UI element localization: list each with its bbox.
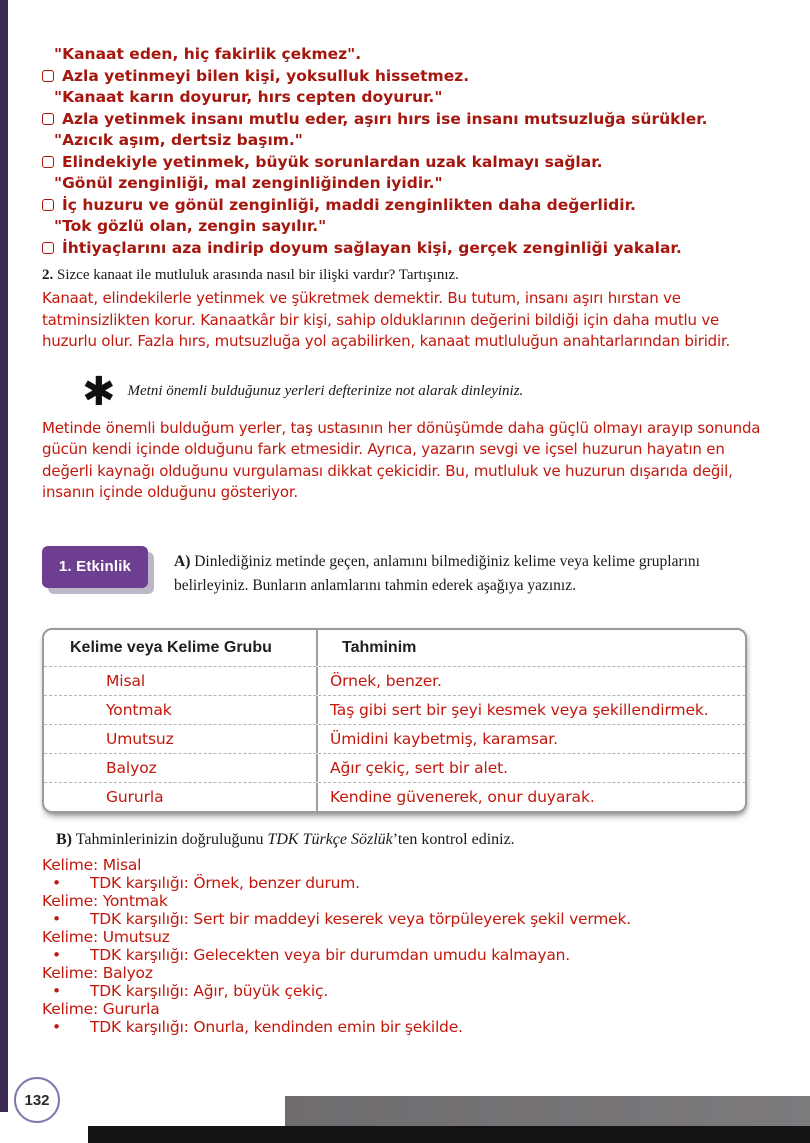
tdk-word-label: Kelime: Misal [42, 855, 142, 874]
word-guess-table [42, 628, 747, 813]
table-row [44, 725, 745, 754]
question-2-answer: Kanaat, elindekilerle yetinmek ve şükretmek demektir. Bu tutum, insanı aşırı hırstan ve tatminsizlikten korur. Kanaatkâr bir kişi, sahip olduklarının değerini bildiği için daha mutlu ve huzurlu olur. Fazla hırs, mutsuzluğa yol açabilirken, kanaat mutluluğun anahtarlarından biridir. [42, 289, 731, 350]
page-number: 132 [24, 1091, 50, 1109]
arrow-bullet-icon [42, 199, 54, 211]
proverbs-section [42, 44, 770, 259]
proverb-meaning [42, 195, 770, 217]
part-b-prefix: Tahminlerinizin doğruluğunu [75, 830, 264, 848]
proverb-quote: "Kanaat karın doyurur, hırs cepten doyurur." [54, 88, 443, 106]
tdk-definition [42, 910, 770, 928]
bullet-icon: • [52, 1017, 61, 1036]
table-cell-word: Balyoz [44, 754, 318, 782]
activity-part-a [174, 550, 770, 598]
tdk-answers-list [42, 856, 770, 1036]
table-cell-guess: Kendine güvenerek, onur duyarak. [330, 787, 595, 806]
arrow-bullet-icon [42, 113, 54, 125]
table-header-row [44, 630, 745, 667]
table-cell-guess: Örnek, benzer. [330, 671, 442, 690]
table-cell-guess: Taş gibi sert bir şeyi kesmek veya şekillendirmek. [330, 700, 709, 719]
page-content [42, 0, 770, 1036]
tdk-definition-text: TDK karşılığı: Gelecekten veya bir durumdan umudu kalmayan. [90, 945, 571, 964]
part-b-suffix: ’ten kontrol ediniz. [392, 830, 515, 848]
asterisk-icon: ✱ [82, 368, 116, 415]
table-cell-word: Misal [44, 667, 318, 695]
bullet-icon: • [52, 945, 61, 964]
table-row [44, 783, 745, 811]
proverb-meaning [42, 152, 770, 174]
tdk-definition [42, 874, 770, 892]
proverb-meaning-text: Azla yetinmek insanı mutlu eder, aşırı hırs ise insanı mutsuzluğa sürükler. [62, 109, 708, 128]
activity-badge [42, 546, 148, 588]
proverb-meaning [42, 109, 770, 131]
proverb-quote: "Azıcık aşım, dertsiz başım." [54, 131, 303, 149]
proverb-meaning-text: İhtiyaçlarını aza indirip doyum sağlayan kişi, gerçek zenginliği yakalar. [62, 238, 682, 257]
question-2-text: Sizce kanaat ile mutluluk arasında nasıl bir ilişki vardır? Tartışınız. [57, 267, 459, 283]
part-a-text: Dinlediğiniz metinde geçen, anlamını bilmediğiniz kelime veya kelime gruplarını belirleyiniz. Bunların anlamlarını tahmin ederek aşağıya yazınız. [174, 552, 700, 594]
table-cell-guess: Ağır çekiç, sert bir alet. [330, 758, 508, 777]
arrow-bullet-icon [42, 156, 54, 168]
arrow-bullet-icon [42, 242, 54, 254]
table-row [44, 667, 745, 696]
tdk-definition [42, 982, 770, 1000]
bullet-icon: • [52, 873, 61, 892]
bottom-gray-band [285, 1096, 810, 1127]
proverb-quote: "Tok gözlü olan, zengin sayılır." [54, 217, 327, 235]
table-cell-word: Yontmak [44, 696, 318, 724]
listening-note [42, 369, 770, 415]
table-header-guess: Tahminim [342, 638, 417, 656]
proverb-meaning-text: İç huzuru ve gönül zenginliği, maddi zenginlikten daha değerlidir. [62, 195, 636, 214]
listening-note-answer: Metinde önemli bulduğum yerler, taş ustasının her dönüşümde daha güçlü olmayı arayıp sonunda gücün kendi içinde olduğunu fark etmesidir. Ayrıca, yazarın sevgi ve içsel huzurun hayatın en değerli kaynağı olduğunu vurgulaması dikkat çekicidir. Bu, mutluluk ve huzurun dışarıda değil, insanın içinde olduğunu gösteriyor. [42, 418, 761, 501]
tdk-definition [42, 1018, 770, 1036]
activity-1-header [42, 546, 770, 598]
table-row [44, 696, 745, 725]
activity-part-b [42, 829, 770, 851]
tdk-definition-text: TDK karşılığı: Örnek, benzer durum. [90, 873, 360, 892]
tdk-word-label: Kelime: Balyoz [42, 963, 153, 982]
part-a-label: A) [174, 552, 191, 570]
table-cell-guess: Ümidini kaybetmiş, karamsar. [330, 729, 558, 748]
tdk-word-label: Kelime: Gururla [42, 999, 160, 1018]
question-2-number: 2. [42, 267, 54, 283]
tdk-definition-text: TDK karşılığı: Sert bir maddeyi keserek veya törpüleyerek şekil vermek. [90, 909, 632, 928]
tdk-word-label: Kelime: Yontmak [42, 891, 168, 910]
left-accent-strip [0, 0, 8, 1112]
question-2 [42, 265, 770, 285]
page-number-badge [14, 1077, 60, 1123]
proverb-meaning [42, 238, 770, 260]
part-b-source: TDK Türkçe Sözlük [267, 830, 393, 848]
table-cell-word: Gururla [44, 783, 318, 811]
tdk-definition [42, 946, 770, 964]
table-row [44, 754, 745, 783]
tdk-word-label: Kelime: Umutsuz [42, 927, 170, 946]
proverb-meaning-text: Azla yetinmeyi bilen kişi, yoksulluk hissetmez. [62, 66, 470, 85]
proverb-quote: "Kanaat eden, hiç fakirlik çekmez". [54, 45, 362, 63]
part-b-label: B) [56, 830, 72, 848]
proverb-meaning-text: Elindekiyle yetinmek, büyük sorunlardan uzak kalmayı sağlar. [62, 152, 603, 171]
arrow-bullet-icon [42, 70, 54, 82]
proverb-quote: "Gönül zenginliği, mal zenginliğinden iyidir." [54, 174, 443, 192]
tdk-definition-text: TDK karşılığı: Ağır, büyük çekiç. [90, 981, 329, 1000]
proverb-meaning [42, 66, 770, 88]
bullet-icon: • [52, 981, 61, 1000]
table-header-word: Kelime veya Kelime Grubu [44, 630, 318, 666]
tdk-definition-text: TDK karşılığı: Onurla, kendinden emin bir şekilde. [90, 1017, 463, 1036]
bottom-black-band [88, 1126, 810, 1143]
bullet-icon: • [52, 909, 61, 928]
activity-badge-label: 1. Etkinlik [58, 558, 132, 575]
table-cell-word: Umutsuz [44, 725, 318, 753]
listening-note-text: Metni önemli bulduğunuz yerleri defterinize not alarak dinleyiniz. [127, 383, 524, 399]
